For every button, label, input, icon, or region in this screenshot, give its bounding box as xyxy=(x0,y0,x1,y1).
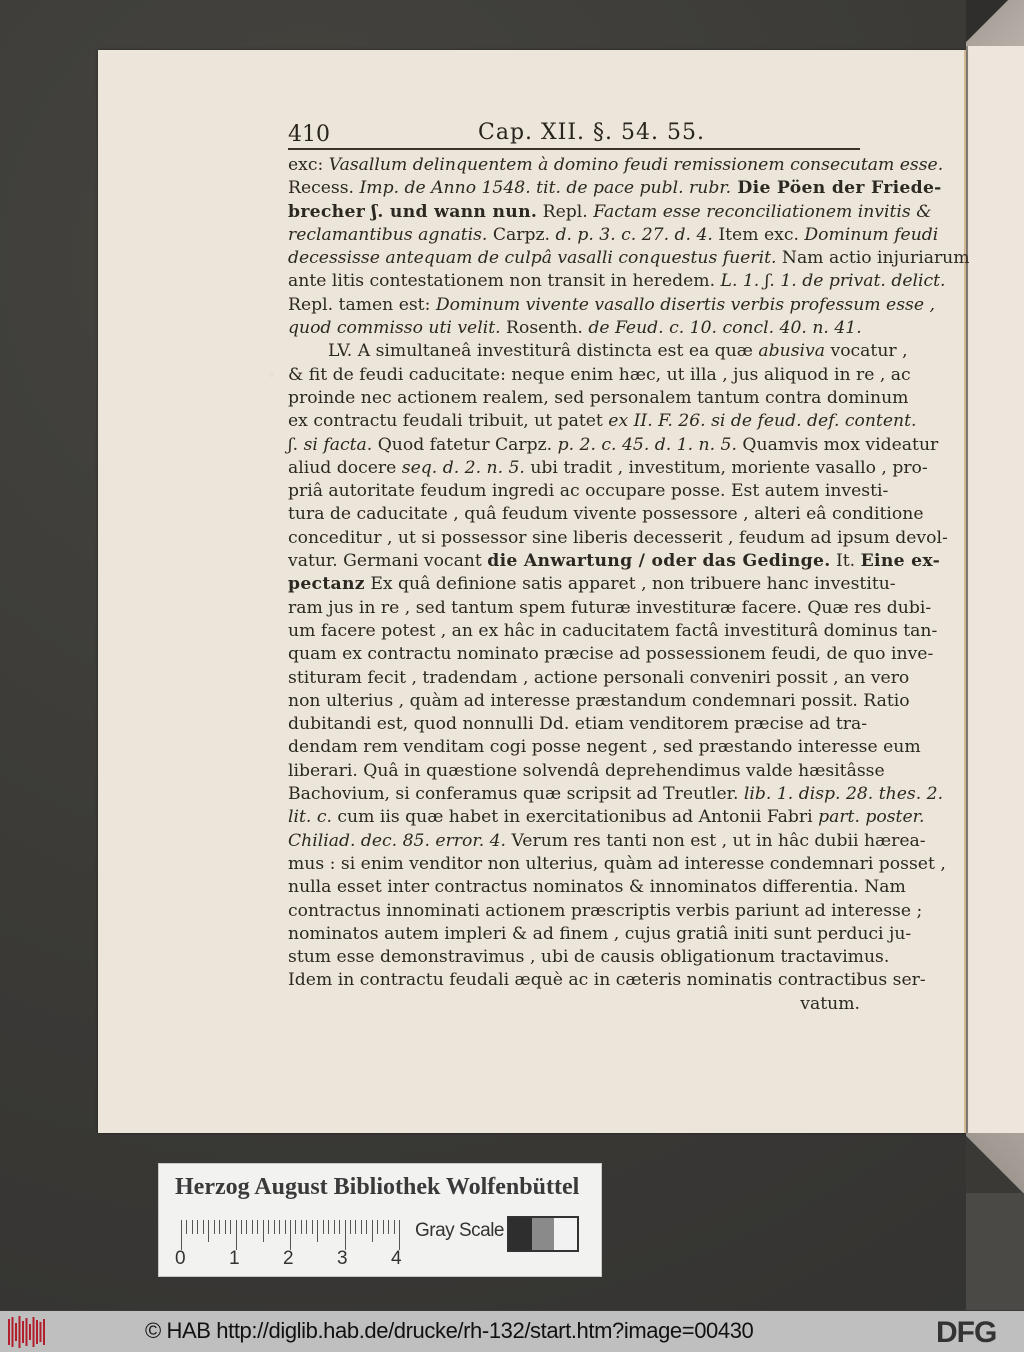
text-line: vatum. xyxy=(800,993,860,1014)
hab-logo-icon xyxy=(6,1315,48,1349)
text-line: dubitandi est, quod nonnulli Dd. etiam venditorem præcise ad tra- xyxy=(288,714,868,735)
text-line: nominatos autem impleri & ad finem , cujus gratiâ initi sunt perduci ju- xyxy=(288,923,912,944)
text-line: LV. A simultaneâ investiturâ distincta est ea quæ abusiva vocatur , xyxy=(328,341,908,362)
ruler-label: 4 xyxy=(391,1248,402,1269)
text-line: tura de caducitate , quâ feudum vivente possessore , alteri eâ conditione xyxy=(288,504,924,525)
gray-scale-swatches xyxy=(507,1216,579,1252)
text-line: liberari. Quâ in quæstione solvendâ deprehendimus valde hæsitâsse xyxy=(288,760,885,781)
text-line: lit. c. cum iis quæ habet in exercitationibus ad Antonii Fabri part. poster. xyxy=(288,807,925,828)
ruler-label: 3 xyxy=(337,1248,348,1269)
text-line: Recess. Imp. de Anno 1548. tit. de pace publ. rubr. Die Pöen der Friede- xyxy=(288,178,942,199)
running-head: Cap. XII. §. 54. 55. xyxy=(478,120,706,145)
adjacent-page-strip xyxy=(966,0,1024,1310)
gray-swatch xyxy=(509,1218,532,1250)
text-line: decessisse antequam de culpâ vasalli conquestus fuerit. Nam actio injuriarum xyxy=(288,248,970,269)
text-line: um facere potest , an ex hâc in caducitatem factâ investiturâ dominus tan- xyxy=(288,620,938,641)
text-line: nulla esset inter contractus nominatos & innominatos differentia. Nam xyxy=(288,877,906,898)
text-line: stituram fecit , tradendam , actione personali conveniri possit , an vero xyxy=(288,667,910,688)
page-header xyxy=(288,120,860,150)
text-line: priâ autoritate feudum ingredi ac occupare posse. Est autem investi- xyxy=(288,481,889,502)
text-line: exc: Vasallum delinquentem à domino feudi remissionem consecutam esse. xyxy=(288,155,944,175)
ruler-label: 2 xyxy=(283,1248,294,1269)
text-line: stum esse demonstravimus , ubi de causis obligationum tractavimus. xyxy=(288,947,890,968)
page-number: 410 xyxy=(288,122,330,147)
text-line: & fit de feudi caducitate: neque enim hæc, ut illa , jus aliquod in re , ac xyxy=(288,364,911,385)
text-line: brecher ʃ. und wann nun. Repl. Factam esse reconciliationem invitis & xyxy=(288,201,932,222)
book-page xyxy=(98,50,970,1133)
text-line: reclamantibus agnatis. Carpz. d. p. 3. c. 27. d. 4. Item exc. Dominum feudi xyxy=(288,224,939,245)
text-line: proinde nec actionem realem, sed personalem tantum contra dominum xyxy=(288,387,909,408)
text-line: dendam rem venditam cogi posse negent , sed præstando interesse eum xyxy=(288,737,921,758)
text-line: Bachovium, si conferamus quæ scripsit ad Treutler. lib. 1. disp. 28. thes. 2. xyxy=(288,784,944,805)
text-line: quod commisso uti velit. Rosenth. de Feud. c. 10. concl. 40. n. 41. xyxy=(288,318,862,339)
dfg-logo-icon: DFG xyxy=(936,1316,997,1349)
gray-scale-label: Gray Scale xyxy=(415,1220,504,1241)
gray-swatch xyxy=(532,1218,555,1250)
text-line: ante litis contestationem non transit in heredem. L. 1. ʃ. 1. de privat. delict. xyxy=(288,271,946,292)
text-line: pectanz Ex quâ definione satis apparet , non tribuere hanc investitu- xyxy=(288,574,896,595)
text-line: Chiliad. dec. 85. error. 4. Verum res tanti non est , ut in hâc dubii hærea- xyxy=(288,830,926,851)
text-line: contractus innominati actionem præscriptis verbis pariunt ad interesse ; xyxy=(288,900,923,921)
text-line: quam ex contractu nominato præcise ad possessionem feudi, de quo inve- xyxy=(288,644,934,665)
ruler-label: 1 xyxy=(229,1248,240,1269)
text-line: ex contractu feudali tribuit, ut patet ex II. F. 26. si de feud. def. content. xyxy=(288,411,917,432)
ruler-scale xyxy=(181,1220,401,1248)
text-line: Idem in contractu feudali æquè ac in cæteris nominatis contractibus ser- xyxy=(288,970,926,991)
text-line: aliud docere seq. d. 2. n. 5. ubi tradit , investitum, moriente vasallo , pro- xyxy=(288,457,928,478)
text-line: mus : si enim venditor non ulterius, quàm ad interesse condemnari posset , xyxy=(288,853,946,874)
page-body-text xyxy=(288,154,970,1016)
copyright-link[interactable]: © HAB http://diglib.hab.de/drucke/rh-132/start.htm?image=00430 xyxy=(145,1318,754,1343)
text-line: ram jus in re , sed tantum spem futuræ investituræ facere. Quæ res dubi- xyxy=(288,597,932,618)
color-calibration-card xyxy=(158,1163,602,1277)
text-line: vatur. Germani vocant die Anwartung / oder das Gedinge. It. Eine ex- xyxy=(288,551,941,572)
gray-swatch xyxy=(554,1218,577,1250)
text-line: conceditur , ut si possessor sine liberis decesserit , feudum ad ipsum devol- xyxy=(288,527,948,548)
ruler-label: 0 xyxy=(175,1248,186,1269)
text-line: non ulterius , quàm ad interesse præstandum condemnari possit. Ratio xyxy=(288,690,910,711)
card-title: Herzog August Bibliothek Wolfenbüttel xyxy=(175,1174,580,1200)
text-line: ʃ. si facta. Quod fatetur Carpz. p. 2. c. 45. d. 1. n. 5. Quamvis mox videatur xyxy=(288,434,939,455)
text-line: Repl. tamen est: Dominum vivente vasallo disertis verbis professum esse , xyxy=(288,294,935,315)
footer-bar xyxy=(0,1311,1024,1352)
